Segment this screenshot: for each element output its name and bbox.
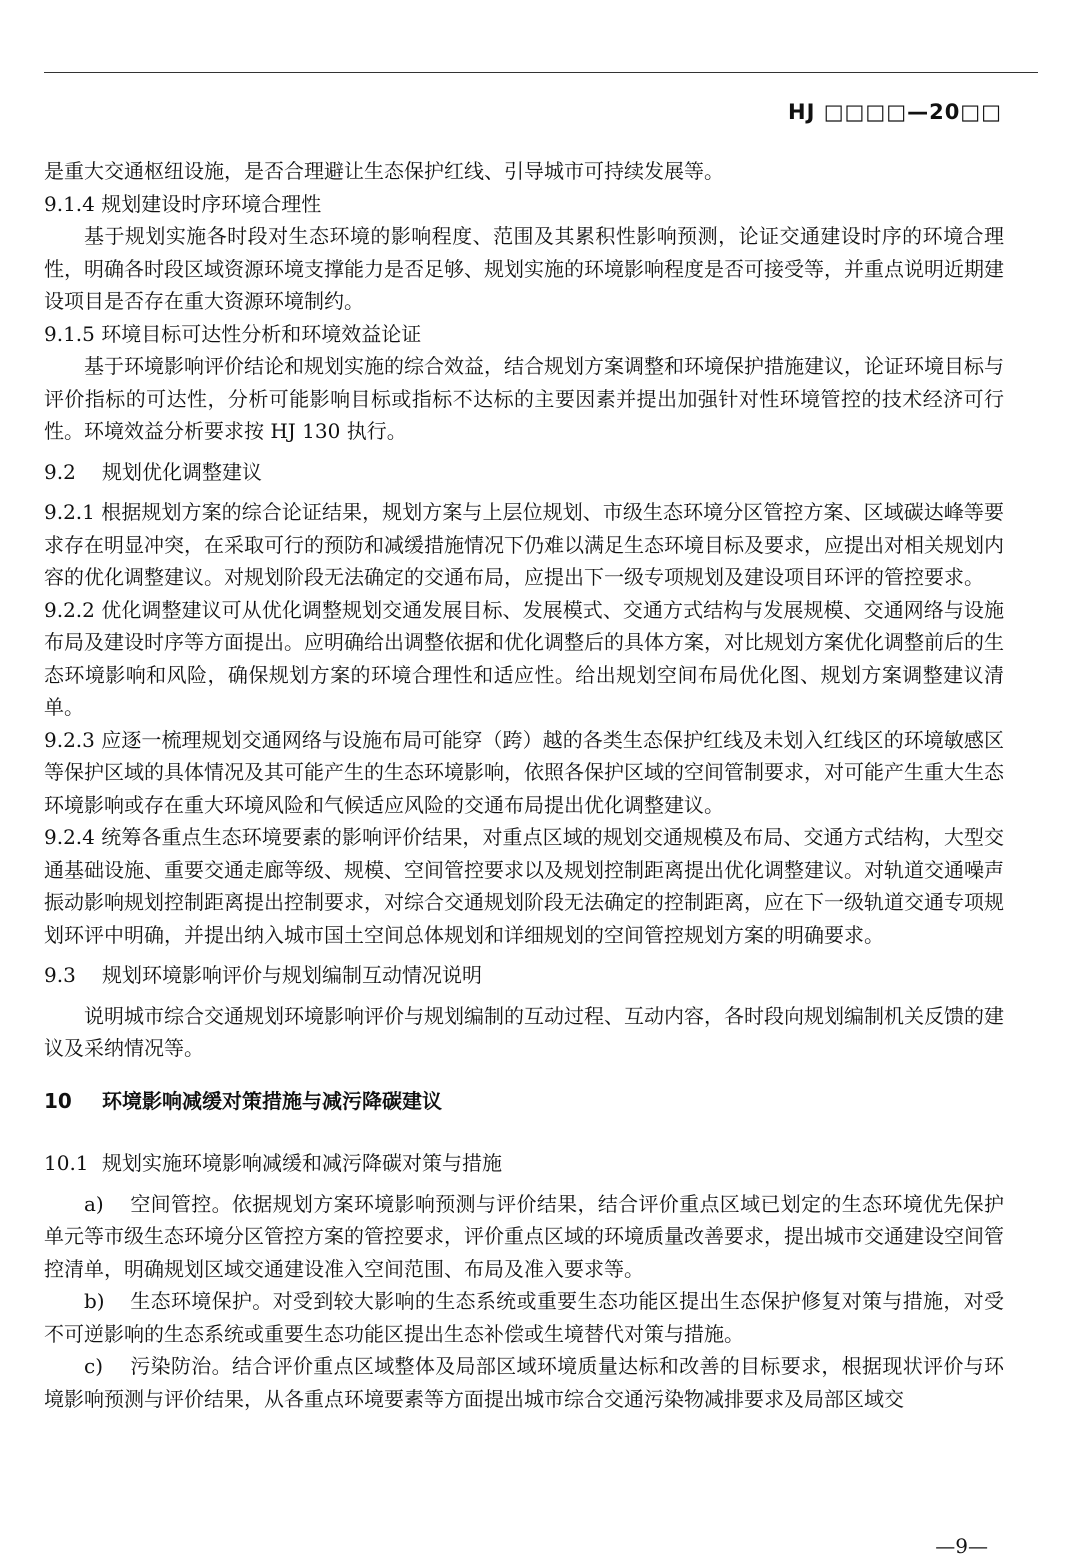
- list-item-label: a): [84, 1191, 104, 1216]
- header-divider: [44, 72, 1038, 73]
- paragraph-9-2-2: 9.2.2 优化调整建议可从优化调整规划交通发展目标、发展模式、交通方式结构与发展规模、交通网络与设施布局及建设时序等方面提出。应明确给出调整依据和优化调整后的具体方案，对比规划方案优化调整前后的生态环境影响和风险，确保规划方案的环境合理性和适应性。给出规划空间布局优化图、规划方案调整建议清单。: [44, 597, 1004, 719]
- section-heading-9-2: [44, 456, 1004, 489]
- list-item-label: b): [84, 1289, 105, 1313]
- standard-code: HJ □□□□—20□□: [788, 100, 1002, 124]
- document-body: [44, 155, 1004, 1415]
- list-item-c: [44, 1350, 1004, 1415]
- paragraph-continuation: 是重大交通枢纽设施，是否合理避让生态保护红线、引导城市可持续发展等。: [44, 159, 724, 183]
- section-title: 规划环境影响评价与规划编制互动情况说明: [102, 963, 482, 987]
- section-title: 规划优化调整建议: [102, 459, 262, 484]
- chapter-heading-10: [44, 1085, 1004, 1118]
- section-heading-9-1-5: 9.1.5 环境目标可达性分析和环境效益论证: [44, 321, 422, 346]
- page-number: —9—: [935, 1534, 988, 1558]
- list-item-text: 污染防治。结合评价重点区域整体及局部区域环境质量达标和改善的目标要求，根据现状评价与环境影响预测与评价结果，从各重点环境要素等方面提出城市综合交通污染物减排要求及局部区域交: [44, 1354, 1004, 1411]
- section-heading-9-3: [44, 959, 1004, 992]
- list-item-text: 空间管控。依据规划方案环境影响预测与评价结果，结合评价重点区域已划定的生态环境优先保护单元等市级生态环境分区管控方案的管控要求，评价重点区域的环境质量改善要求，提出城市交通建设空间管控清单，明确规划区域交通建设准入空间范围、布局及准入要求等。: [44, 1191, 1004, 1281]
- section-number: 9.2: [44, 459, 76, 484]
- paragraph-9-2-4: 9.2.4 统筹各重点生态环境要素的影响评价结果，对重点区域的规划交通规模及布局、交通方式结构，大型交通基础设施、重要交通走廊等级、规模、空间管控要求以及规划控制距离提出优化调整建议。对轨道交通噪声振动影响规划控制距离提出控制要求，对综合交通规划阶段无法确定的控制距离，应在下一级轨道交通专项规划环评中明确，并提出纳入城市国土空间总体规划和详细规划的空间管控规划方案的明确要求。: [44, 825, 1004, 947]
- chapter-title: 环境影响减缓对策措施与减污降碳建议: [102, 1088, 442, 1113]
- section-number: 9.3: [44, 963, 76, 987]
- section-heading-9-1-4: 9.1.4 规划建设时序环境合理性: [44, 191, 322, 216]
- list-item-b: [44, 1285, 1004, 1350]
- section-title: 规划实施环境影响减缓和减污降碳对策与措施: [102, 1151, 502, 1175]
- list-item-text: 生态环境保护。对受到较大影响的生态系统或重要生态功能区提出生态保护修复对策与措施，对受不可逆影响的生态系统或重要生态功能区提出生态补偿或生境替代对策与措施。: [44, 1289, 1004, 1346]
- list-item-a: [44, 1188, 1004, 1286]
- paragraph-9-3: 说明城市综合交通规划环境影响评价与规划编制的互动过程、互动内容，各时段向规划编制机关反馈的建议及采纳情况等。: [44, 1003, 1004, 1060]
- chapter-number: 10: [44, 1088, 72, 1113]
- section-heading-10-1: [44, 1147, 1004, 1180]
- paragraph-9-1-4: 基于规划实施各时段对生态环境的影响程度、范围及其累积性影响预测，论证交通建设时序的环境合理性，明确各时段区域资源环境支撑能力是否足够、规划实施的环境影响程度是否可接受等，并重点说明近期建设项目是否存在重大资源环境制约。: [44, 224, 1004, 313]
- section-number: 10.1: [44, 1151, 89, 1175]
- paragraph-9-2-1: 9.2.1 根据规划方案的综合论证结果，规划方案与上层位规划、市级生态环境分区管控方案、区域碳达峰等要求存在明显冲突，在采取可行的预防和减缓措施情况下仍难以满足生态环境目标及要求，应提出对相关规划内容的优化调整建议。对规划阶段无法确定的交通布局，应提出下一级专项规划及建设项目环评的管控要求。: [44, 500, 1004, 589]
- paragraph-9-1-5: 基于环境影响评价结论和规划实施的综合效益，结合规划方案调整和环境保护措施建议，论证环境目标与评价指标的可达性，分析可能影响目标或指标不达标的主要因素并提出加强针对性环境管控的技术经济可行性。环境效益分析要求按 HJ 130 执行。: [44, 354, 1004, 443]
- list-item-label: c): [84, 1354, 104, 1378]
- paragraph-9-2-3: 9.2.3 应逐一梳理规划交通网络与设施布局可能穿（跨）越的各类生态保护红线及未划入红线区的环境敏感区等保护区域的具体情况及其可能产生的生态环境影响，依照各保护区域的空间管制要求，对可能产生重大生态环境影响或存在重大环境风险和气候适应风险的交通布局提出优化调整建议。: [44, 727, 1004, 817]
